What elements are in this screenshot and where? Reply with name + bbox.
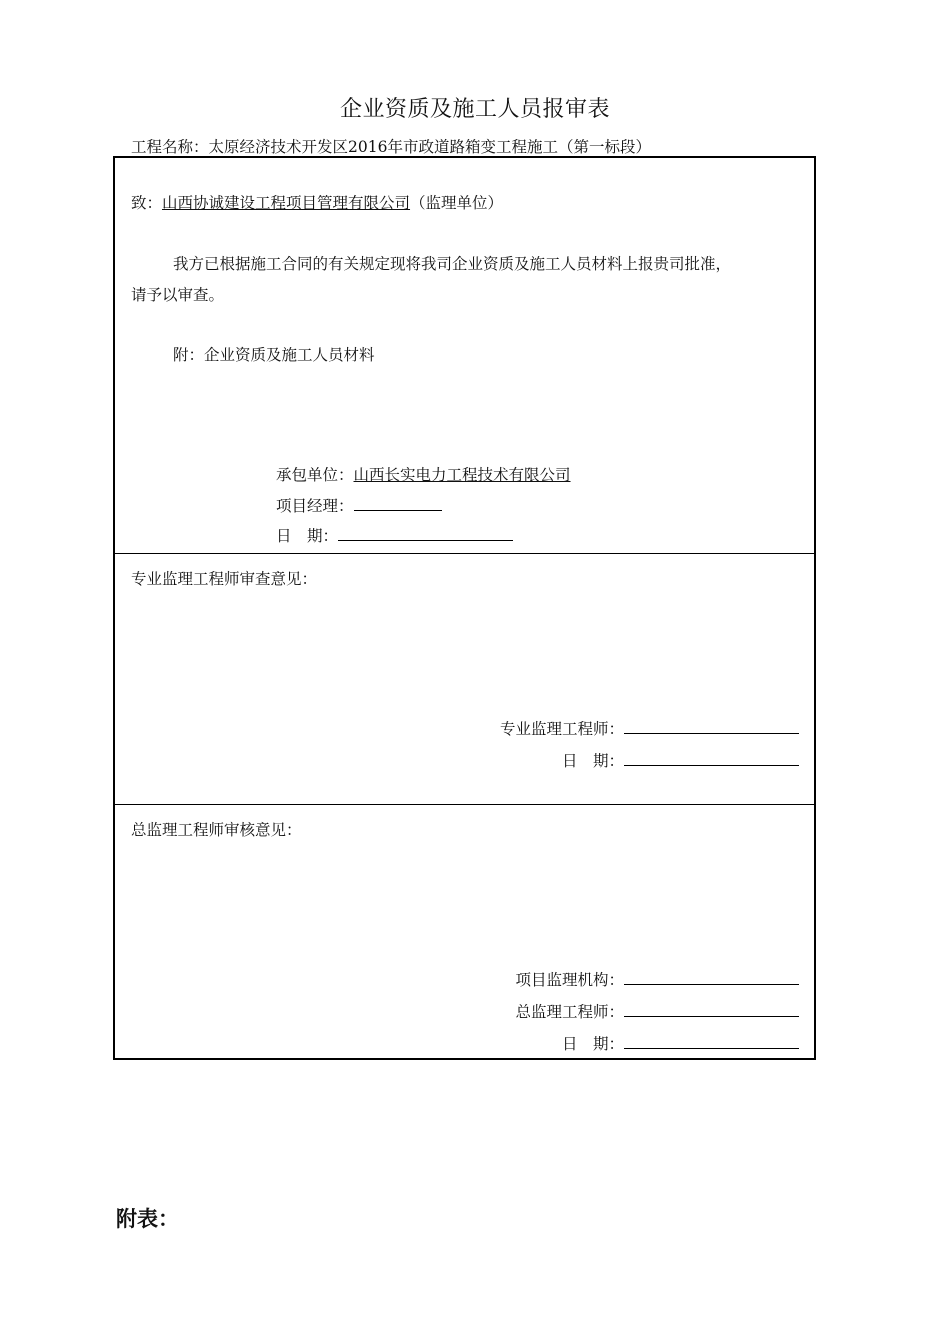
contractor-name: 山西长实电力工程技术有限公司 xyxy=(353,466,571,484)
section-divider-2 xyxy=(115,804,814,805)
chief-review-heading: 总监理工程师审核意见： xyxy=(131,821,302,839)
chief-date-label: 日 期： xyxy=(561,1035,624,1053)
supervision-org-line xyxy=(515,968,799,990)
contractor-line xyxy=(276,463,571,485)
supervision-unit-name: 山西协诚建设工程项目管理有限公司 xyxy=(162,194,411,212)
specialist-date-line xyxy=(562,749,799,771)
submission-date-label: 日 期： xyxy=(276,527,339,545)
specialist-engineer-signature-blank[interactable] xyxy=(624,721,799,734)
addressee-line xyxy=(131,191,503,213)
project-manager-signature-blank[interactable] xyxy=(354,498,442,511)
body-text-line-1: 我方已根据施工合同的有关规定现将我司企业资质及施工人员材料上报贵司批准， xyxy=(173,255,732,273)
chief-engineer-line xyxy=(515,1000,799,1022)
section-divider-1 xyxy=(115,553,814,554)
project-name-line: 工程名称：太原经济技术开发区2016年市政道路箱变工程施工（第一标段） xyxy=(131,138,651,156)
specialist-date-blank[interactable] xyxy=(624,753,799,766)
chief-date-line xyxy=(562,1032,799,1054)
chief-date-blank[interactable] xyxy=(624,1036,799,1049)
page-title: 企业资质及施工人员报审表 xyxy=(339,97,610,122)
to-suffix: （监理单位） xyxy=(410,194,504,212)
contractor-label: 承包单位： xyxy=(276,466,354,484)
specialist-engineer-label: 专业监理工程师： xyxy=(499,720,624,738)
specialist-engineer-line xyxy=(500,717,799,739)
chief-engineer-label: 总监理工程师： xyxy=(515,1003,624,1021)
attachment-note: 附：企业资质及施工人员材料 xyxy=(173,346,375,364)
supervision-org-label: 项目监理机构： xyxy=(515,971,624,989)
project-manager-label: 项目经理： xyxy=(276,497,354,515)
specialist-review-heading: 专业监理工程师审查意见： xyxy=(131,570,318,588)
to-label: 致： xyxy=(131,194,163,212)
body-text-line-2: 请予以审查。 xyxy=(131,286,225,304)
chief-engineer-signature-blank[interactable] xyxy=(624,1004,799,1017)
appendix-heading: 附表： xyxy=(116,1207,179,1231)
project-manager-line xyxy=(276,494,442,516)
specialist-date-label: 日 期： xyxy=(561,752,624,770)
submission-date-blank[interactable] xyxy=(338,528,513,541)
approval-form-table xyxy=(113,156,816,1060)
supervision-org-blank[interactable] xyxy=(624,972,799,985)
submission-date-line xyxy=(276,524,513,546)
